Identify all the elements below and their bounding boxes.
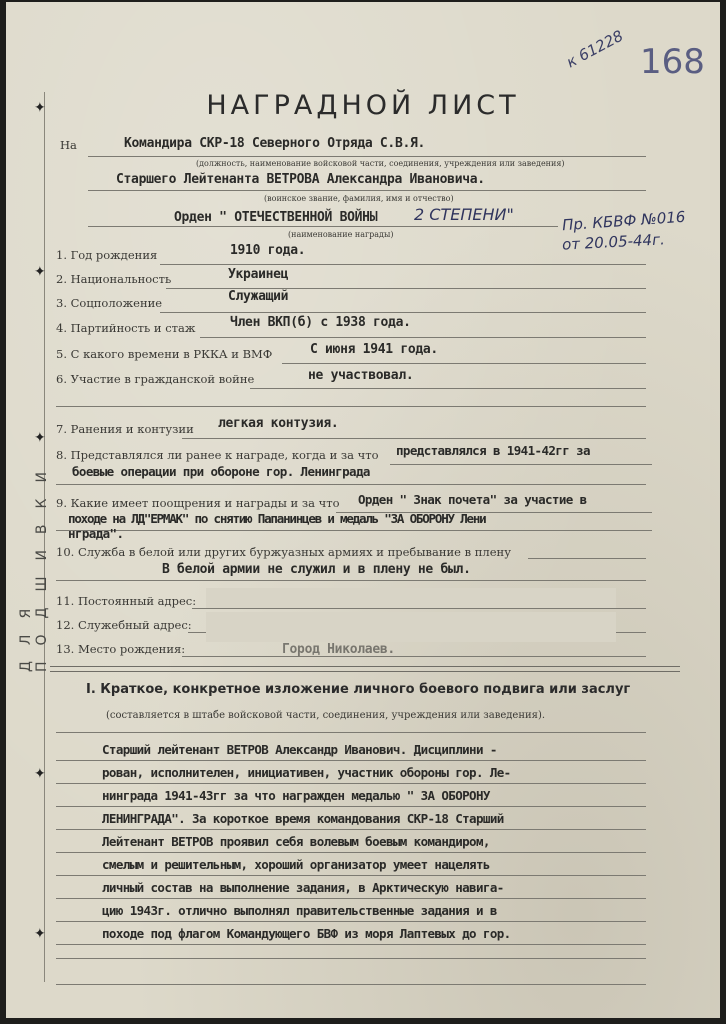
rule (160, 264, 646, 265)
rule (56, 984, 646, 985)
rule (160, 312, 646, 313)
rule (56, 484, 646, 485)
punch-hole-mark: ✦ (34, 766, 46, 782)
rule (56, 958, 646, 959)
q7-value: легкая контузия. (218, 416, 339, 431)
q5-value: С июня 1941 года. (310, 342, 438, 357)
award-sheet (6, 2, 720, 1018)
q6-label: 6. Участие в гражданской войне (56, 372, 255, 386)
rule (56, 852, 646, 853)
q7-label: 7. Ранения и контузии (56, 422, 194, 436)
punch-hole-mark: ✦ (34, 926, 46, 942)
citation-line: Лейтенант ВЕТРОВ проявил себя волевым боевым командиром, (102, 834, 490, 849)
rule (56, 806, 646, 807)
rule (56, 898, 646, 899)
q9-value-line1: Орден " Знак почета" за участие в (358, 492, 587, 507)
section-note: (составляется в штабе войсковой части, соединения, учреждения или заведения). (106, 710, 546, 721)
citation-line: личный состав на выполнение задания, в Арктическую навига- (102, 880, 504, 895)
archive-number: к 61228 (563, 26, 627, 72)
q9-label: 9. Какие имеет поощрения и награды и за что (56, 496, 340, 510)
document-title: НАГРАДНОЙ ЛИСТ (206, 90, 520, 121)
rule (56, 783, 646, 784)
citation-line: Старший лейтенант ВЕТРОВ Александр Иванович. Дисциплини - (102, 742, 497, 757)
q1-label: 1. Год рождения (56, 248, 158, 262)
q13-value: Город Николаев. (282, 642, 395, 657)
rule (56, 921, 646, 922)
redaction-box (206, 628, 616, 642)
q8-value-line2: боевые операции при обороне гор. Ленинграда (72, 464, 370, 479)
rule (56, 732, 646, 733)
q11-label: 11. Постоянный адрес: (56, 594, 197, 608)
award-value: Орден " ОТЕЧЕСТВЕННОЙ ВОЙНЫ (174, 210, 378, 225)
rule (250, 388, 646, 389)
q8-value-line1: представлялся в 1941-42гг за (396, 443, 590, 458)
q3-label: 3. Соцположение (56, 296, 163, 310)
q2-value: Украинец (228, 267, 289, 282)
name-value: Старшего Лейтенанта ВЕТРОВА Александра Ивановича. (116, 172, 485, 187)
position-value: Командира СКР-18 Северного Отряда С.В.Я. (124, 136, 426, 151)
q1-value: 1910 года. (230, 243, 306, 258)
rule (182, 656, 646, 657)
section-divider (50, 666, 680, 672)
citation-line: рован, исполнителен, инициативен, участник обороны гор. Ле- (102, 765, 511, 780)
q6-value: не участвовал. (308, 368, 414, 383)
rule (56, 944, 646, 945)
punch-hole-mark: ✦ (34, 264, 46, 280)
rule (88, 156, 646, 157)
rule (88, 226, 558, 227)
rule (56, 580, 646, 581)
rule (56, 829, 646, 830)
award-caption: (наименование награды) (288, 230, 394, 239)
rule (282, 363, 646, 364)
q3-value: Служащий (228, 289, 289, 304)
citation-line: смелым и решительным, хороший организатор умеет нацелять (102, 857, 490, 872)
rule (182, 438, 646, 439)
citation-line: цию 1943г. отлично выполнял правительственные задания и в (102, 903, 497, 918)
q9-value-line3: нграда". (68, 526, 124, 541)
punch-hole-mark: ✦ (34, 100, 46, 116)
rule (88, 190, 646, 191)
q13-label: 13. Место рождения: (56, 642, 186, 656)
rule (528, 558, 646, 559)
q10-value: В белой армии не служил и в плену не был. (162, 562, 471, 577)
q4-label: 4. Партийность и стаж (56, 321, 196, 335)
name-caption: (воинское звание, фамилия, имя и отчество) (264, 194, 454, 203)
order-note-2: от 20.05-44г. (561, 230, 666, 254)
q2-label: 2. Национальность (56, 272, 172, 286)
award-degree: 2 СТЕПЕНИ" (414, 205, 514, 224)
rule (192, 608, 646, 609)
rule (200, 337, 646, 338)
rule (390, 464, 652, 465)
rule (56, 406, 646, 407)
redaction-box (206, 588, 616, 608)
citation-line: ЛЕНИНГРАДА". За короткое время командования СКР-18 Старший (102, 811, 504, 826)
order-note-1: Пр. КБВФ №016 (561, 207, 686, 235)
q9-value-line2: походе на ЛД"ЕРМАК" по снятию Папанинцев и медаль "ЗА ОБОРОНУ Лени (68, 511, 486, 526)
page-number: 168 (640, 42, 705, 82)
rule (56, 760, 646, 761)
q5-label: 5. С какого времени в РККА и ВМФ (56, 347, 273, 361)
q10-label: 10. Служба в белой или других буржуазных армиях и пребывание в плену (56, 545, 511, 559)
citation-line: походе под флагом Командующего БВФ из моря Лаптевых до гор. (102, 926, 511, 941)
binding-label: ДЛЯ ПОДШИВКИ (18, 456, 50, 672)
q8-label: 8. Представлялся ли ранее к награде, когда и за что (56, 448, 379, 462)
q4-value: Член ВКП(б) с 1938 года. (230, 315, 411, 330)
citation-line: нинграда 1941-43гг за что награжден медалью " ЗА ОБОРОНУ (102, 788, 490, 803)
rule (56, 530, 652, 531)
position-caption: (должность, наименование войсковой части, соединения, учреждения или заведения) (196, 159, 565, 168)
rule (56, 875, 646, 876)
na-label: На (60, 138, 77, 152)
section-title: I. Краткое, конкретное изложение личного боевого подвига или заслуг (86, 682, 631, 697)
q12-label: 12. Служебный адрес: (56, 618, 192, 632)
punch-hole-mark: ✦ (34, 430, 46, 446)
